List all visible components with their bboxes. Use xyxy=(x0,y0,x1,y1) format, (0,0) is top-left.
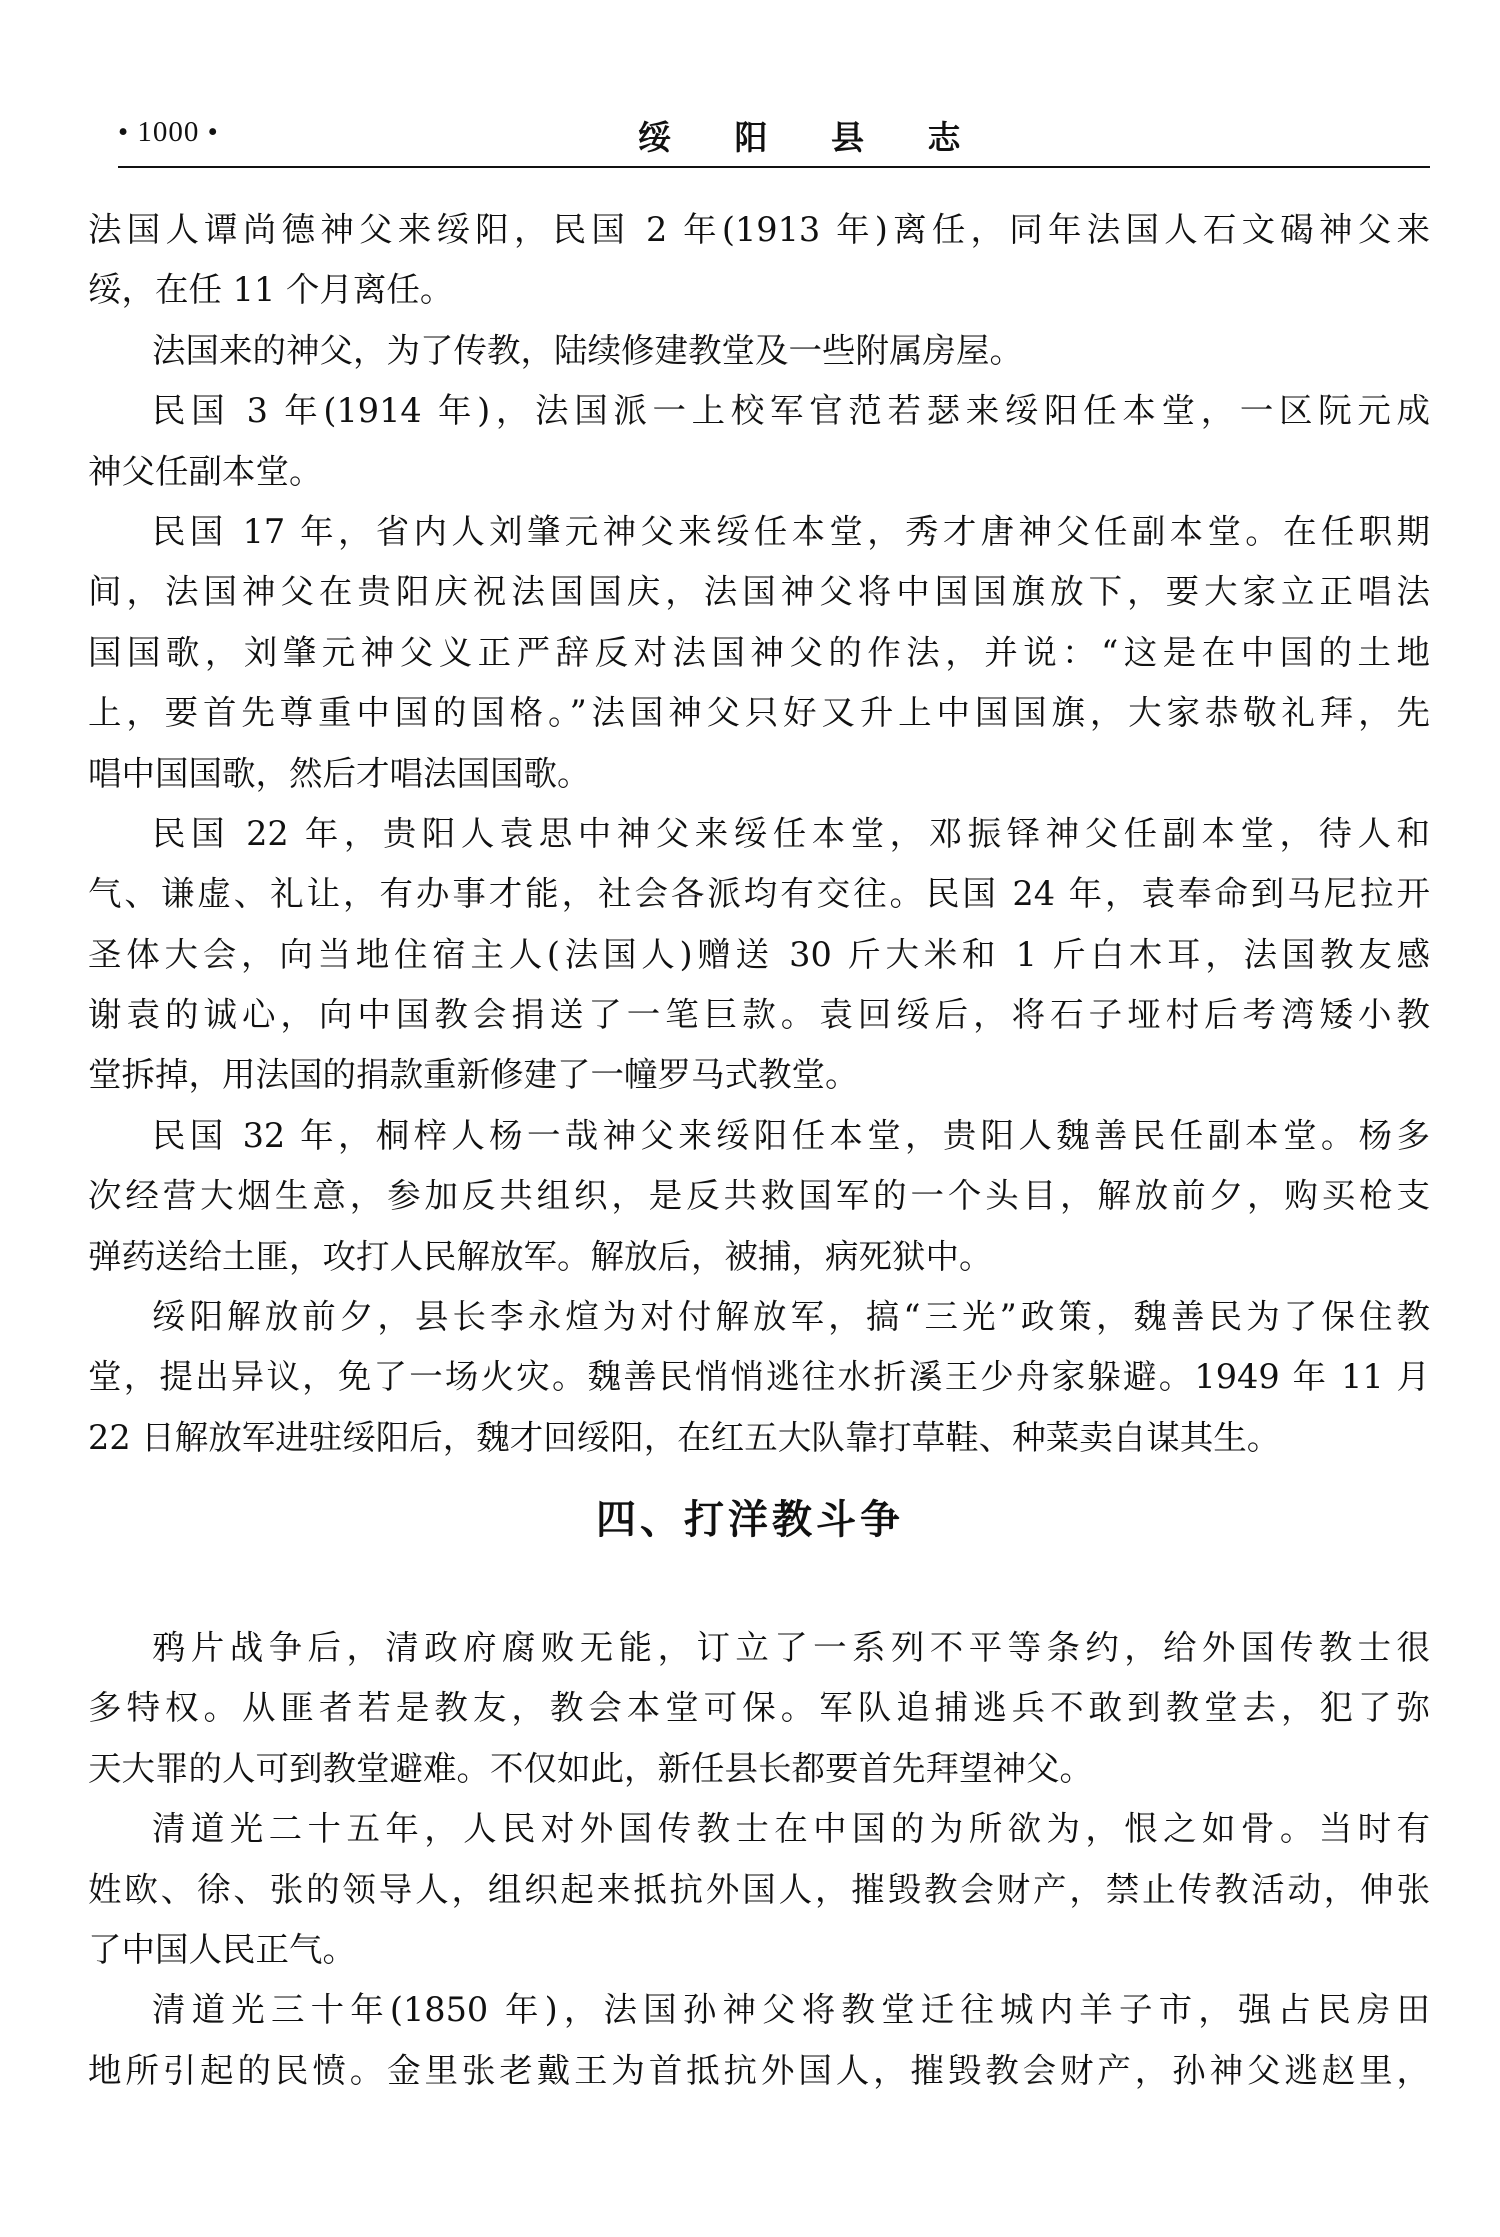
book-title: 绥 阳 县 志 xyxy=(638,118,987,157)
text-line: 民国 17 年，省内人刘肇元神父来绥任本堂，秀才唐神父任副本堂。在任职期 xyxy=(152,511,1430,551)
text-line: 国国歌，刘肇元神父义正严辞反对法国神父的作法，并说：“这是在中国的土地 xyxy=(88,632,1430,672)
section-heading: 四、打洋教斗争 xyxy=(596,1497,904,1543)
text-line: 弹药送给土匪，攻打人民解放军。解放后，被捕，病死狱中。 xyxy=(88,1236,993,1276)
text-line: 天大罪的人可到教堂避难。不仅如此，新任县长都要首先拜望神父。 xyxy=(88,1748,1093,1788)
page-number: • 1000 • xyxy=(118,116,219,148)
text-line: 民国 22 年，贵阳人袁思中神父来绥任本堂，邓振铎神父任副本堂，待人和 xyxy=(152,813,1430,853)
text-line: 堂拆掉，用法国的捐款重新修建了一幢罗马式教堂。 xyxy=(88,1055,859,1095)
text-line: 绥，在任 11 个月离任。 xyxy=(88,270,454,310)
text-line: 法国来的神父，为了传教，陆续修建教堂及一些附属房屋。 xyxy=(152,330,1023,370)
text-line: 上，要首先尊重中国的国格。”法国神父只好又升上中国国旗，大家恭敬礼拜，先 xyxy=(88,693,1430,733)
text-line: 唱中国国歌，然后才唱法国国歌。 xyxy=(88,753,591,793)
text-line: 鸦片战争后，清政府腐败无能，订立了一系列不平等条约，给外国传教士很 xyxy=(152,1628,1430,1667)
text-line: 22 日解放军进驻绥阳后，魏才回绥阳，在红五大队靠打草鞋、种菜卖自谋其生。 xyxy=(88,1417,1281,1457)
text-line: 圣体大会，向当地住宿主人(法国人)赠送 30 斤大米和 1 斤白木耳，法国教友感 xyxy=(88,934,1430,974)
header-rule xyxy=(118,166,1430,168)
text-line: 多特权。从匪者若是教友，教会本堂可保。军队追捕逃兵不敢到教堂去，犯了弥 xyxy=(88,1688,1430,1728)
text-line: 谢袁的诚心，向中国教会捐送了一笔巨款。袁回绥后，将石子垭村后考湾矮小教 xyxy=(88,995,1430,1035)
page-header xyxy=(118,108,1430,168)
text-line: 民国 3 年(1914 年)，法国派一上校军官范若瑟来绥阳任本堂，一区阮元成 xyxy=(152,391,1430,431)
text-line: 堂，提出异议，免了一场火灾。魏善民悄悄逃往水折溪王少舟家躲避。1949 年 11 月 xyxy=(88,1357,1430,1397)
text-line: 地所引起的民愤。金里张老戴王为首抵抗外国人，摧毁教会财产，孙神父逃赵里， xyxy=(88,2050,1430,2090)
text-line: 法国人谭尚德神父来绥阳，民国 2 年(1913 年)离任，同年法国人石文碣神父来 xyxy=(88,210,1430,249)
section-2-body xyxy=(88,1618,1430,2101)
text-line: 气、谦虚、礼让，有办事才能，社会各派均有交往。民国 24 年，袁奉命到马尼拉开 xyxy=(88,874,1430,914)
text-line: 清道光三十年(1850 年)，法国孙神父将教堂迁往城内羊子市，强占民房田 xyxy=(152,1990,1430,2030)
text-line: 清道光二十五年，人民对外国传教士在中国的为所欲为，恨之如骨。当时有 xyxy=(152,1809,1430,1849)
text-line: 了中国人民正气。 xyxy=(88,1929,356,1969)
section-1-body xyxy=(88,200,1430,1468)
text-line: 间，法国神父在贵阳庆祝法国国庆，法国神父将中国国旗放下，要大家立正唱法 xyxy=(88,572,1430,612)
text-line: 绥阳解放前夕，县长李永煊为对付解放军，搞“三光”政策，魏善民为了保住教 xyxy=(152,1297,1430,1337)
text-line: 神父任副本堂。 xyxy=(88,451,323,491)
text-line: 民国 32 年，桐梓人杨一哉神父来绥阳任本堂，贵阳人魏善民任副本堂。杨多 xyxy=(152,1115,1430,1155)
text-line: 次经营大烟生意，参加反共组织，是反共救国军的一个头目，解放前夕，购买枪支 xyxy=(88,1176,1430,1216)
text-line: 姓欧、徐、张的领导人，组织起来抵抗外国人，摧毁教会财产，禁止传教活动，伸张 xyxy=(88,1869,1430,1909)
